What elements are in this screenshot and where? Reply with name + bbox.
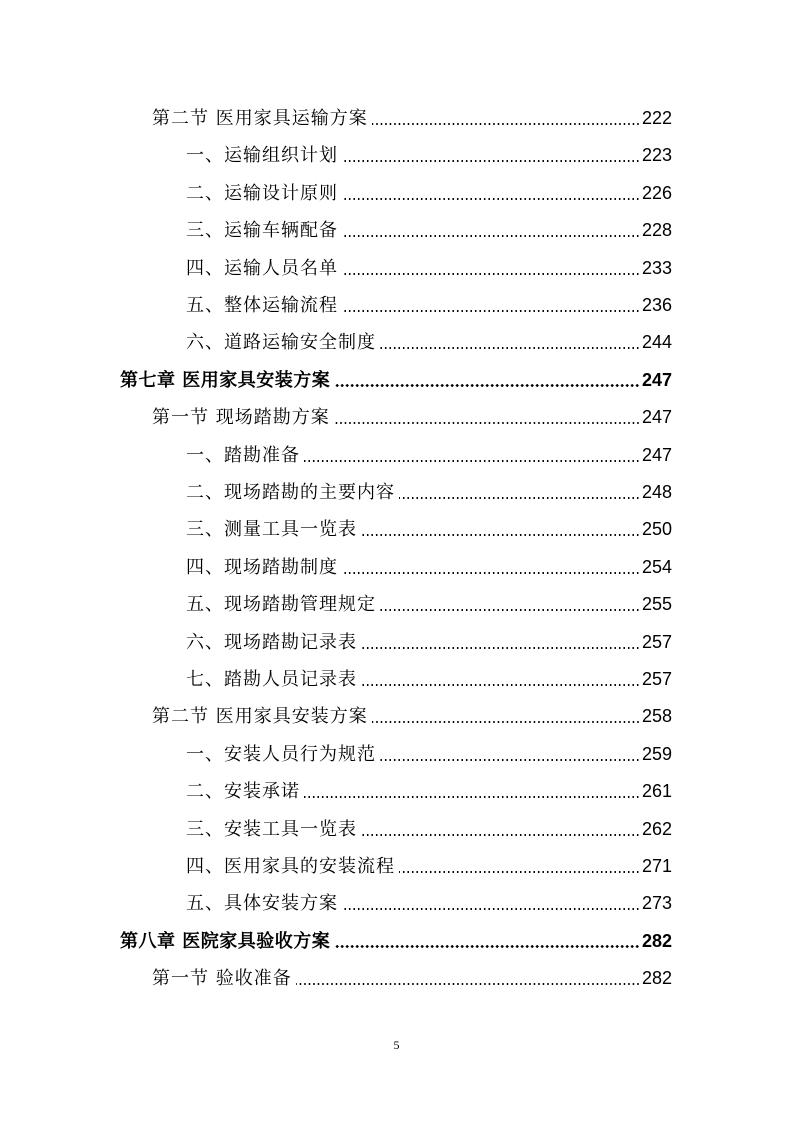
toc-entry-page: 226 (641, 182, 672, 203)
toc-dot-leader (342, 310, 640, 312)
toc-entry-title: 二、现场踏勘的主要内容 (186, 482, 395, 503)
toc-entry-page: 228 (641, 220, 672, 241)
toc-entry-title: 六、现场踏勘记录表 (186, 631, 357, 653)
toc-entry[interactable] (186, 661, 672, 697)
toc-entry[interactable] (186, 736, 672, 772)
toc-entry[interactable] (152, 698, 672, 734)
toc-entry[interactable] (152, 100, 672, 136)
toc-entry-page: 254 (641, 556, 672, 577)
toc-dot-leader (361, 647, 640, 649)
toc-entry-page: 282 (641, 968, 672, 989)
toc-entry-title: 五、具体安装方案 (186, 893, 338, 915)
toc-dot-leader (296, 983, 640, 985)
toc-dot-leader (342, 235, 640, 237)
toc-entry-page: 282 (641, 930, 672, 951)
toc-entry-page: 247 (641, 369, 672, 390)
toc-entry[interactable] (186, 511, 672, 547)
toc-dot-leader (342, 572, 640, 574)
toc-entry[interactable] (186, 474, 672, 510)
toc-entry[interactable] (152, 399, 672, 435)
toc-entry-title: 六、道路运输安全制度 (186, 332, 376, 354)
toc-entry-title: 四、运输人员名单 (186, 257, 338, 279)
toc-entry[interactable] (186, 773, 672, 809)
toc-entry[interactable] (186, 624, 672, 660)
toc-dot-leader (361, 534, 640, 536)
toc-entry[interactable] (186, 437, 672, 473)
toc-entry-page: 257 (641, 669, 672, 689)
toc-entry-page: 250 (641, 519, 672, 540)
toc-entry-title: 一、运输组织计划 (186, 145, 338, 167)
toc-dot-leader (334, 422, 640, 424)
toc-entry-page: 273 (641, 893, 672, 914)
toc-entry[interactable] (186, 848, 672, 884)
toc-entry-title: 一、安装人员行为规范 (186, 743, 376, 765)
toc-dot-leader (342, 160, 640, 162)
toc-entry-title: 五、现场踏勘管理规定 (186, 594, 376, 616)
toc-dot-leader (342, 273, 640, 275)
toc-entry[interactable] (186, 586, 672, 622)
toc-entry-title: 四、现场踏勘制度 (186, 556, 338, 578)
toc-entry[interactable] (186, 175, 672, 211)
toc-entry-title: 第二节 医用家具运输方案 (152, 108, 368, 129)
toc-entry-page: 236 (641, 295, 672, 315)
toc-entry-title: 第七章 医用家具安装方案 (120, 369, 331, 391)
toc-entry[interactable] (186, 324, 672, 360)
toc-entry[interactable] (186, 250, 672, 286)
toc-chapter-entry[interactable] (120, 362, 672, 398)
page-number: 5 (393, 1038, 400, 1052)
toc-entry-page: 247 (641, 407, 672, 428)
toc-entry-title: 第二节 医用家具安装方案 (152, 706, 368, 728)
toc-entry[interactable] (152, 960, 672, 996)
toc-entry-page: 258 (641, 706, 672, 727)
toc-entry[interactable] (186, 885, 672, 921)
toc-entry-title: 三、测量工具一览表 (186, 519, 357, 541)
toc-dot-leader (304, 796, 640, 798)
toc-entry-title: 五、整体运输流程 (186, 295, 338, 316)
toc-entry-page: 255 (641, 594, 672, 615)
toc-dot-leader (372, 123, 640, 125)
toc-entry-page: 248 (641, 482, 672, 502)
toc-entry[interactable] (186, 811, 672, 847)
toc-dot-leader (380, 759, 640, 761)
toc-dot-leader (372, 721, 640, 723)
toc-entry-page: 271 (641, 856, 672, 876)
toc-entry[interactable] (186, 287, 672, 323)
toc-entry-title: 四、医用家具的安装流程 (186, 856, 395, 877)
toc-entry-title: 第八章 医院家具验收方案 (120, 930, 331, 952)
toc-entry-page: 223 (641, 145, 672, 166)
toc-dot-leader (380, 609, 640, 611)
toc-entry-title: 第一节 现场踏勘方案 (152, 407, 330, 429)
toc-entry-title: 二、安装承诺 (186, 781, 300, 803)
toc-entry-title: 三、运输车辆配备 (186, 220, 338, 242)
toc-entry-title: 第一节 验收准备 (152, 968, 292, 990)
toc-chapter-entry[interactable] (120, 923, 672, 959)
toc-dot-leader (342, 198, 640, 200)
toc-dot-leader (361, 834, 640, 836)
toc-entry-page: 222 (641, 108, 672, 128)
toc-entry-title: 七、踏勘人员记录表 (186, 669, 357, 690)
toc-dot-leader (380, 347, 640, 349)
toc-entry-title: 一、踏勘准备 (186, 444, 300, 466)
toc-entry[interactable] (186, 549, 672, 585)
toc-entry[interactable] (186, 137, 672, 173)
toc-dot-leader (399, 871, 640, 873)
toc-entry-page: 233 (641, 257, 672, 278)
toc-entry-title: 二、运输设计原则 (186, 182, 338, 204)
toc-entry-page: 257 (641, 631, 672, 652)
toc-entry-page: 259 (641, 743, 672, 764)
toc-entry-page: 261 (641, 781, 672, 802)
toc-dot-leader (361, 684, 640, 686)
toc-entry-page: 262 (641, 818, 672, 839)
toc-entry-page: 244 (641, 332, 672, 353)
toc-entry[interactable] (186, 212, 672, 248)
toc-dot-leader (334, 384, 640, 387)
toc-entry-page: 247 (641, 444, 672, 465)
toc-dot-leader (342, 908, 640, 910)
toc-dot-leader (304, 460, 640, 462)
toc-dot-leader (334, 945, 640, 948)
toc-entry-title: 三、安装工具一览表 (186, 818, 357, 840)
toc-dot-leader (399, 497, 640, 499)
